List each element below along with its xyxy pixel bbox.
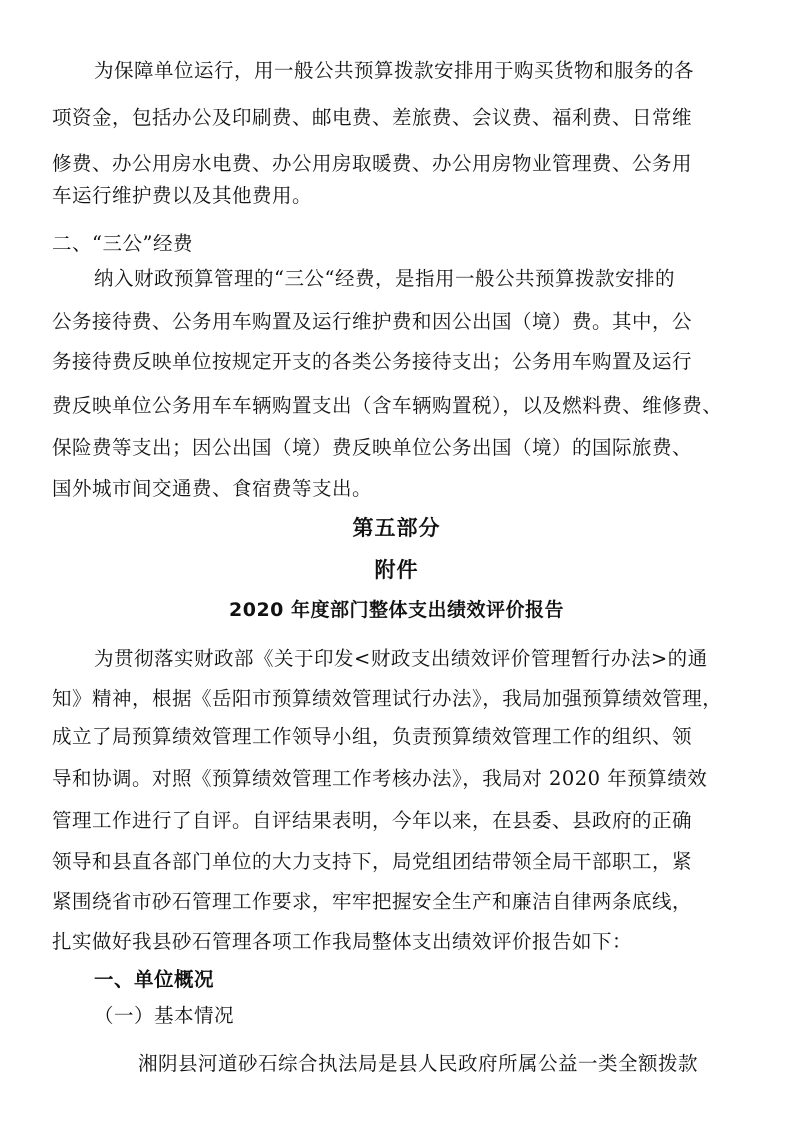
- p2-line-2: 公务接待费、公务用车购置及运行维护费和因公出国（境）费。其中，公: [52, 310, 693, 333]
- part-title: 第五部分: [352, 516, 441, 540]
- appendix-title: 附件: [374, 558, 419, 582]
- subsection-heading-basic-info: （一）基本情况: [94, 1004, 235, 1027]
- section-heading-unit-overview: 一、单位概况: [94, 968, 215, 991]
- p2-line-1: 纳入财政预算管理的“三公“经费，是指用一般公共预算拨款安排的: [94, 267, 675, 290]
- p3-line-1: 为贯彻落实财政部《关于印发<财政支出绩效评价管理暂行办法>的通: [94, 647, 708, 670]
- p3-line-6: 领导和县直各部门单位的大力支持下，局党组团结带领全局干部职工，紧: [52, 850, 693, 873]
- p3-line-7: 紧围绕省市砂石管理工作要求，牢牢把握安全生产和廉洁自律两条底线，: [52, 890, 693, 913]
- p3-line-8: 扎实做好我县砂石管理各项工作我局整体支出绩效评价报告如下：: [52, 930, 633, 953]
- section-heading-sangong: 二、“三公”经费: [52, 232, 193, 255]
- p1-line-4: 车运行维护费以及其他费用。: [52, 184, 313, 207]
- p2-line-5: 保险费等支出；因公出国（境）费反映单位公务出国（境）的国际旅费、: [52, 436, 693, 459]
- p3-line-3: 成立了局预算绩效管理工作领导小组，负责预算绩效管理工作的组织、领: [52, 725, 693, 748]
- p1-line-3: 修费、办公用房水电费、办公用房取暖费、办公用房物业管理费、公务用: [52, 152, 693, 175]
- p4-line-1: 湘阴县河道砂石综合执法局是县人民政府所属公益一类全额拨款: [138, 1052, 699, 1075]
- p3-line-4: 导和协调。对照《预算绩效管理工作考核办法》，我局对 2020 年预算绩效: [52, 767, 708, 790]
- p1-line-1: 为保障单位运行，用一般公共预算拨款安排用于购买货物和服务的各: [94, 59, 695, 82]
- p1-line-2: 项资金，包括办公及印刷费、邮电费、差旅费、会议费、福利费、日常维: [52, 106, 693, 129]
- report-title: 2020 年度部门整体支出绩效评价报告: [229, 599, 564, 621]
- p2-line-3: 务接待费反映单位按规定开支的各类公务接待支出；公务用车购置及运行: [52, 350, 693, 373]
- p2-line-6: 国外城市间交通费、食宿费等支出。: [52, 477, 373, 500]
- p3-line-5: 管理工作进行了自评。自评结果表明，今年以来，在县委、县政府的正确: [52, 809, 693, 832]
- p2-line-4: 费反映单位公务用车车辆购置支出（含车辆购置税），以及燃料费、维修费、: [52, 394, 723, 417]
- p3-line-2: 知》精神，根据《岳阳市预算绩效管理试行办法》，我局加强预算绩效管理，: [52, 687, 723, 710]
